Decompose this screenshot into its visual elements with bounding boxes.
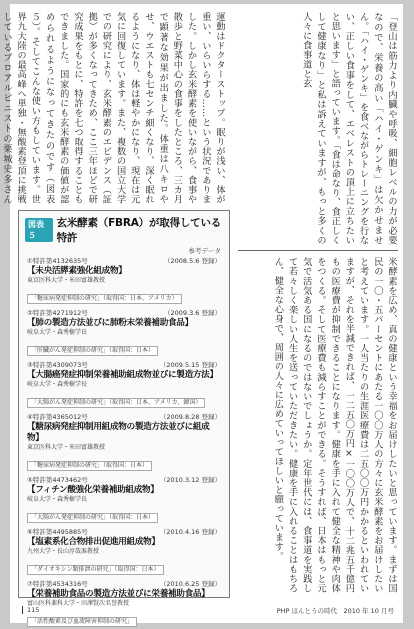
patent-date: （2009.8.28 登録） <box>159 413 221 421</box>
patent-title: 【フィチン酸強化栄養補助組成物】 <box>27 485 159 495</box>
patent-title: 【糖尿病発症抑制用組成物の製造方法並びに組成物】 <box>27 422 210 443</box>
patent-number: ③特許第4309073号 <box>27 361 88 369</box>
patent-title: 【塩素系化合物排出促進用組成物】 <box>27 537 160 547</box>
patent-org: 岐阜大学・森秀樹学長 <box>27 496 88 503</box>
column-divider <box>238 250 398 251</box>
patent-title: 【栄養補助食品の製造方法並びに栄養補助食品】 <box>27 589 210 599</box>
patent-entry <box>19 257 229 304</box>
patent-desc: 「肝臓がん発症抑制の研究」（取得国：日本） <box>27 346 158 356</box>
patent-desc: 「大腸がん発症抑制の研究」（取得国：日本） <box>27 513 158 523</box>
patent-date: （2009.5.15 登録） <box>159 361 221 369</box>
patent-title: 【未央活膵素強化組成物】 <box>27 266 127 276</box>
patent-number: ⑥特許第4495885号 <box>27 528 88 536</box>
patent-entry <box>19 309 229 356</box>
magazine-page <box>0 4 403 625</box>
patent-title: 【大腸癌発症抑制栄養補助組成物並びに製造方法】 <box>27 370 218 380</box>
patent-org: 東京医科大学・米田富雄教授 <box>27 444 106 451</box>
patent-date: （2010.6.25 登録） <box>159 580 221 588</box>
figure-title: 玄米酵素（FBRA）が取得している特許 <box>56 217 222 244</box>
patent-number: ⑤特許第4473462号 <box>27 476 88 484</box>
patent-entry <box>19 361 229 408</box>
patent-number: ④特許第4365012号 <box>27 413 88 421</box>
patent-entry <box>19 413 229 471</box>
patent-org: 九州大学・長山淳哉准教授 <box>27 548 100 555</box>
body-column-bottom-right: 米酵素を広め、真の健康という幸福をお届けしたいと思っています。まずは国民の一〇・五パーセントにあたる一〇〇万人の方々に玄米酵素をお届けしたいと考えています。一人当たりの生涯医療費は二五〇〇万円かかるといわれていますが、それを半減できれば、一二五〇万円×一〇〇万人で、十二兆五千億円もの医療費が抑制できることになります。健康を手に入れて健全な精神や肉体をつくる。そして医療費も減らすことができる。そうすれば、日本はもっと元気で活気ある国になるのではないでしょうか。定年世代には、食事道を実践して若々しく楽しい人生を送っていただきたい。健康を手に入れることはもちろん、健全な心身で、周囲の人々に広めていってほしいと願っています。 <box>272 257 397 593</box>
patent-number: ⑦特許第4534316号 <box>27 580 88 588</box>
patent-number: ②特許第4271912号 <box>27 309 88 317</box>
patent-desc: 「糖尿病発症抑制の研究」（取得国：日本、アメリカ） <box>27 294 182 304</box>
patent-desc: 「ダイオキシン類排泄の研究」（取得国：日本） <box>27 565 164 575</box>
patent-date: （2009.3.6 登録） <box>163 309 221 317</box>
body-column-top-left: 運動はドクターストップ。眠りが浅い、体が重い、いらいらする……という状況でありました。しかし玄米酵素を使いながら、食事や散歩と野菜中心の食事をしたところ、三カ月で顕著な効果が出ました。体重は八キロやせ、ウエストも七センチ細くなり、深く眠れるようになり、体は軽やかになり、現在は元気に回復しています。また、複数の国立大学での研究により、玄米酵素のエビデンス（証拠）が多くなってきため、ここ三年ほどで研究成果をもとに、特許を七つ取得することもできました。国家的にも玄米酵素の価値が認められるようになってきたのです（図表５）。そしてこんな使い方もしています。世界九大陸の最高峰へ単独・無酸素登頂に挑戦しているプロアルピニストの栗城史多さん <box>0 12 225 204</box>
magazine-name: PHP ほんとうの時代 2010 年 10 月号 <box>276 607 394 615</box>
patent-entry <box>19 528 229 575</box>
figure-subtitle: 参考データ <box>188 247 221 255</box>
patent-number: ①特許第4132635号 <box>27 257 88 265</box>
body-column-top-right: 「登山は筋力より内臓や呼吸、細胞レベルの力が必要なので、栄養の高い「ハイ・ゲンキ」は欠かせません。「ハイ・ゲンキ」を食べながらトレーニングを行ない、正しい食事をして、エベレストの頂上に立ちたいと思います」と語っています。「食は命なり、食正しくして健康なり」と私は訴えていますが、もっと多くの人々に食事道と玄 <box>300 12 397 245</box>
patent-desc: 「糖尿病発症抑制の研究」（取得国：日本） <box>27 461 152 471</box>
figure-header <box>19 211 229 245</box>
patent-org: 富山医科薬科大学・田澤賢次名誉教授 <box>27 600 130 607</box>
patent-org: 東京医科大学・米田富雄教授 <box>27 277 106 284</box>
patent-org: 岐阜大学・森秀樹学長 <box>27 381 88 388</box>
page-number: 115 <box>22 606 39 614</box>
patent-entry <box>19 476 229 523</box>
page-footer <box>18 602 398 618</box>
patent-date: （2008.5.6 登録） <box>163 257 221 265</box>
patent-date: （2010.3.12 登録） <box>159 476 221 484</box>
patent-desc: 「大腸がん発症抑制の研究」（取得国：日本、アメリカ、韓国） <box>27 398 205 408</box>
patent-title: 【肺の製造方法並びに肺粉末栄養補助食品】 <box>27 318 193 328</box>
patent-org: 岐阜大学・森秀樹学長 <box>27 329 88 336</box>
patent-desc: 「活性酸素及び血流障害抑制の研究」 <box>27 617 137 627</box>
patent-date: （2010.4.16 登録） <box>159 528 221 536</box>
figure-tag: 図表５ <box>25 218 53 242</box>
